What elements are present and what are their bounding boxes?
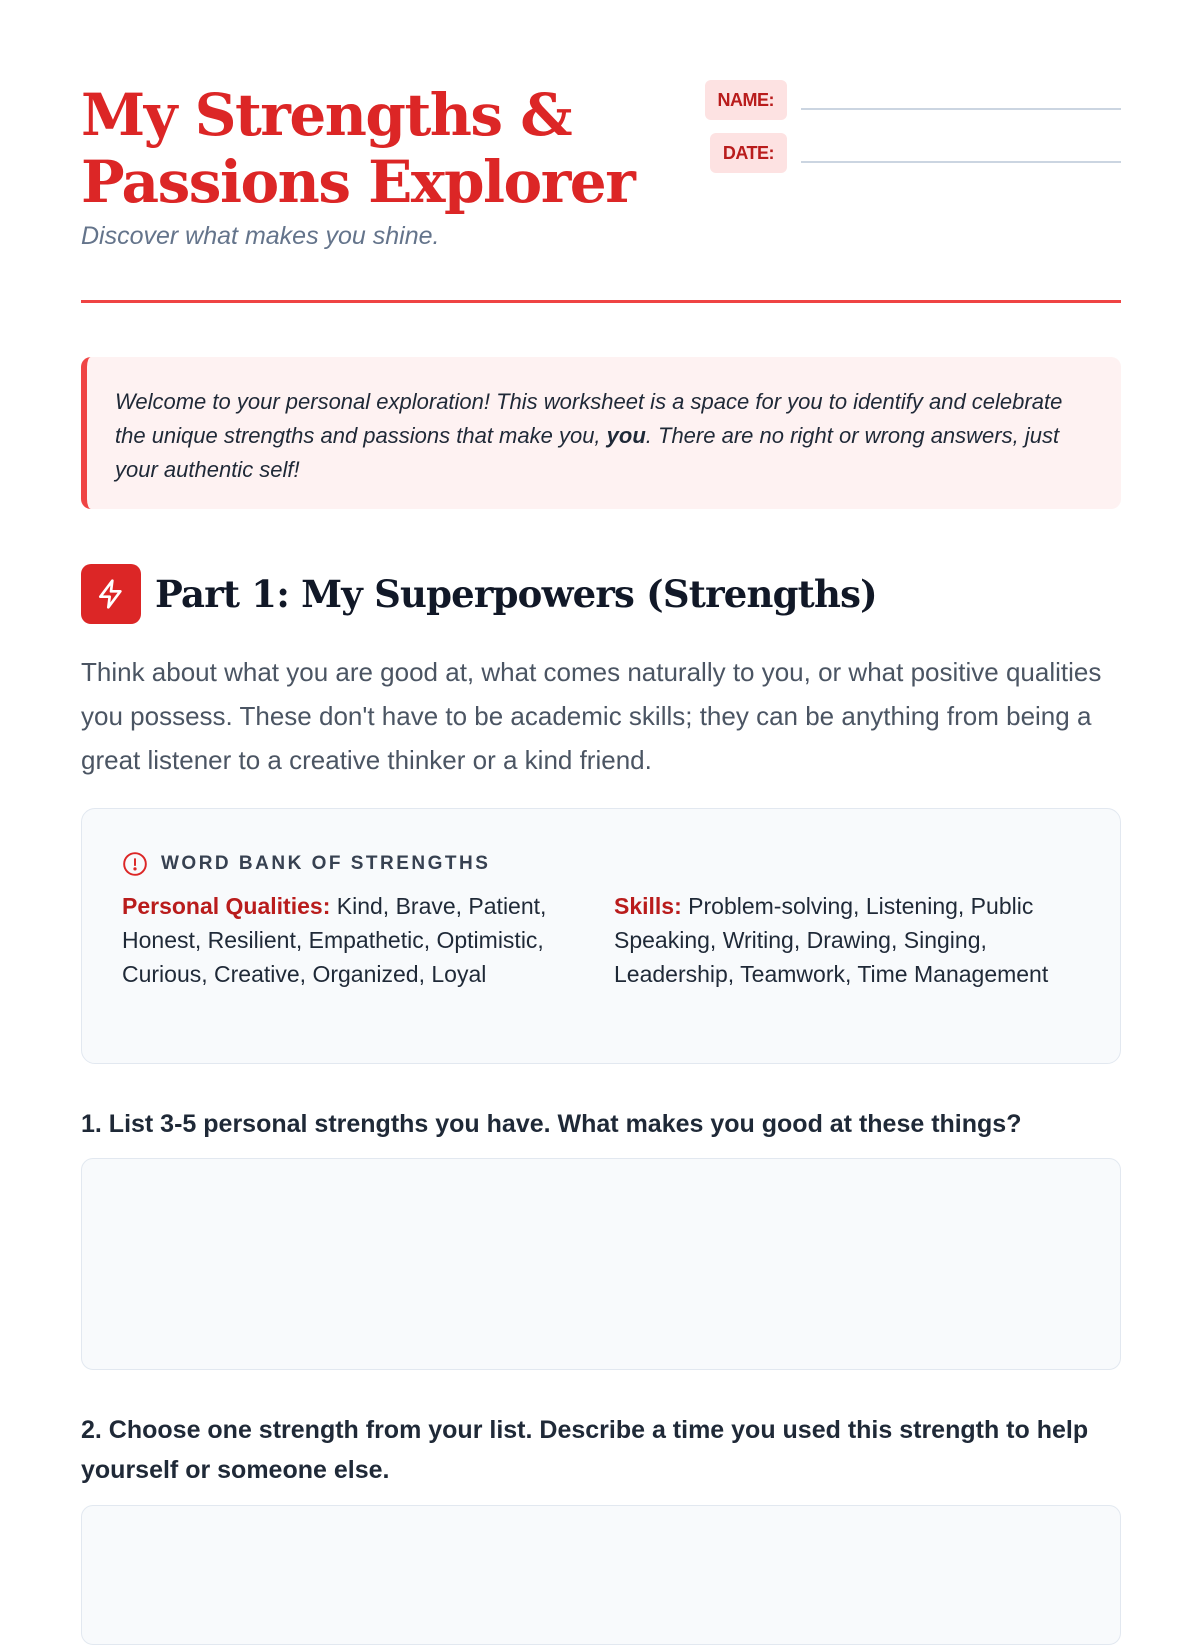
- student-info-fields: [697, 80, 1121, 186]
- page-title: [81, 82, 681, 216]
- word-bank-heading: [122, 851, 490, 877]
- welcome-emphasis: you: [606, 423, 646, 448]
- skills-items: Problem-solving, Listening, Public Speaking, Writing, Drawing, Singing, Leadership, Teamwork, Time Management: [614, 893, 1049, 987]
- question-1: 1. List 3-5 personal strengths you have. What makes you good at these things?: [81, 1110, 1022, 1138]
- personal-qualities-items: Kind, Brave, Patient, Honest, Resilient, Empathetic, Optimistic, Curious, Creative, Organized, Loyal: [122, 893, 547, 987]
- personal-qualities-list: [122, 889, 582, 991]
- word-bank-title: WORD BANK OF STRENGTHS: [161, 853, 491, 874]
- title-line-2: Passions Explorer: [81, 148, 635, 216]
- name-field-row: [697, 80, 1121, 120]
- date-label: DATE:: [710, 133, 787, 173]
- word-bank-box: [81, 808, 1121, 1064]
- lightning-icon: [81, 564, 141, 624]
- worksheet-page: [81, 0, 1121, 1484]
- answer-box-2[interactable]: [81, 1505, 1121, 1645]
- header-divider: [81, 300, 1121, 303]
- name-field[interactable]: [801, 108, 1121, 110]
- part-1-intro: Think about what you are good at, what comes naturally to you, or what positive qualities you possess. These don't have to be academic skills; they can be anything from being a great listener to a creative thinker or a kind friend.: [81, 657, 1102, 775]
- info-icon: [122, 851, 148, 877]
- welcome-text-start: Welcome to your personal exploration! This worksheet is a space for you to identify and celebrate the unique strengths and passions that make you,: [115, 389, 1063, 448]
- question-2: 2. Choose one strength from your list. Describe a time you used this strength to help yourself or someone else.: [81, 1416, 1089, 1484]
- welcome-text-end: . There are no right or wrong answers, just your authentic self!: [115, 423, 1060, 482]
- answer-box-1[interactable]: [81, 1158, 1121, 1370]
- title-line-1: My Strengths &: [81, 81, 572, 149]
- personal-qualities-label: Personal Qualities:: [122, 893, 331, 919]
- name-label: NAME:: [705, 80, 788, 120]
- skills-label: Skills:: [614, 893, 682, 919]
- part-1-heading: [81, 564, 877, 624]
- page-subtitle: Discover what makes you shine.: [81, 222, 440, 250]
- part-1-title: Part 1: My Superpowers (Strengths): [155, 572, 877, 616]
- welcome-callout: [81, 357, 1121, 509]
- date-field-row: [697, 133, 1121, 173]
- worksheet-header: [81, 0, 1121, 304]
- skills-list: [614, 889, 1082, 991]
- date-field[interactable]: [801, 161, 1121, 163]
